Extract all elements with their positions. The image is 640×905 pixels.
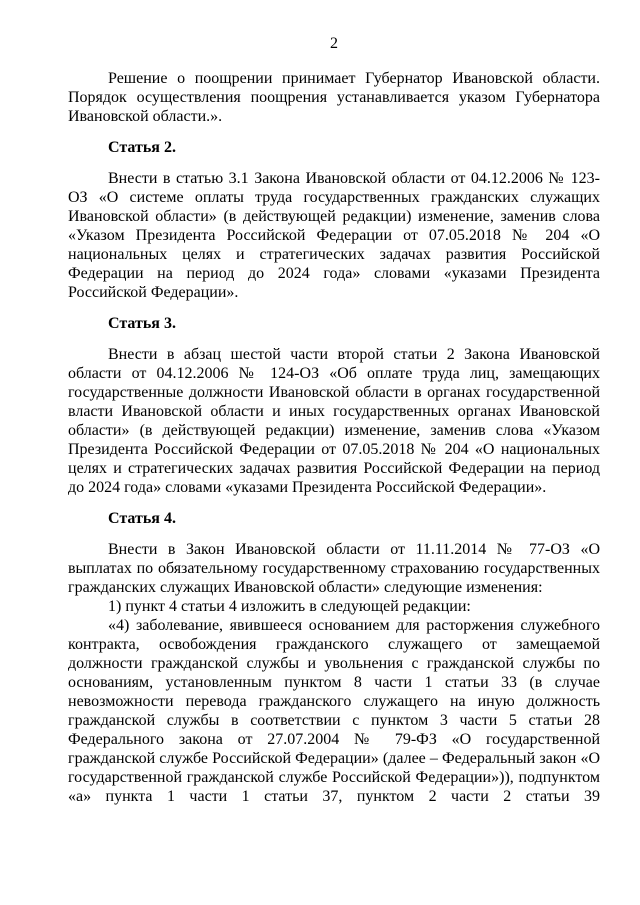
article-3-body: Внести в абзац шестой части второй статьи 2 Закона Ивановской области от 04.12.2006 № 124-ОЗ «Об оплате труда лиц, замещающих государственные должности Ивановской области в органах государственной власти Ивановской области и иных государственных органах Ивановской области» (в действующей редакции) изменение, заменив слова «Указом Президента Российской Федерации от 07.05.2018 № 204 «О национальных целях и стратегических задачах развития Российской Федерации на период до 2024 года» словами «указами Президента Российской Федерации». [68, 346, 600, 496]
article-4-item-1: 1) пункт 4 статьи 4 изложить в следующей редакции: [108, 598, 471, 615]
paragraph-incentive-closing: Решение о поощрении принимает Губернатор Ивановской области. Порядок осуществления поощрения устанавливается указом Губернатора Ивановской области.». [68, 70, 600, 125]
article-3-heading: Статья 3. [108, 315, 176, 332]
article-4-body: Внести в Закон Ивановской области от 11.11.2014 № 77-ОЗ «О выплатах по обязательному государственному страхованию государственных гражданских служащих Ивановской области» следующие изменения: [68, 541, 600, 596]
article-4-heading: Статья 4. [108, 510, 176, 527]
article-4-new-clause-4: «4) заболевание, явившееся основанием для расторжения служебного контракта, освобождения гражданского служащего от замещаемой должности гражданской службы и увольнения с гражданской службы по основаниям, установленным пунктом 8 части 1 статьи 33 (в случае невозможности перевода гражданского служащего на иную должность гражданской службы в соответствии с пунктом 3 части 5 статьи 28 Федерального закона от 27.07.2004 № 79-ФЗ «О государственной гражданской службе Российской Федерации» (далее – Федеральный закон «О государственной гражданской службе Российской Федерации»)), подпунктом «а» пункта 1 части 1 статьи 37, пунктом 2 части 2 статьи 39 [68, 617, 600, 805]
article-2-heading: Статья 2. [108, 139, 176, 156]
page-number: 2 [330, 35, 338, 52]
article-2-body: Внести в статью 3.1 Закона Ивановской области от 04.12.2006 № 123-ОЗ «О системе оплаты труда государственных гражданских служащих Ивановской области» (в действующей редакции) изменение, заменив слова «Указом Президента Российской Федерации от 07.05.2018 № 204 «О национальных целях и стратегических задачах развития Российской Федерации на период до 2024 года» словами «указами Президента Российской Федерации». [68, 170, 600, 301]
